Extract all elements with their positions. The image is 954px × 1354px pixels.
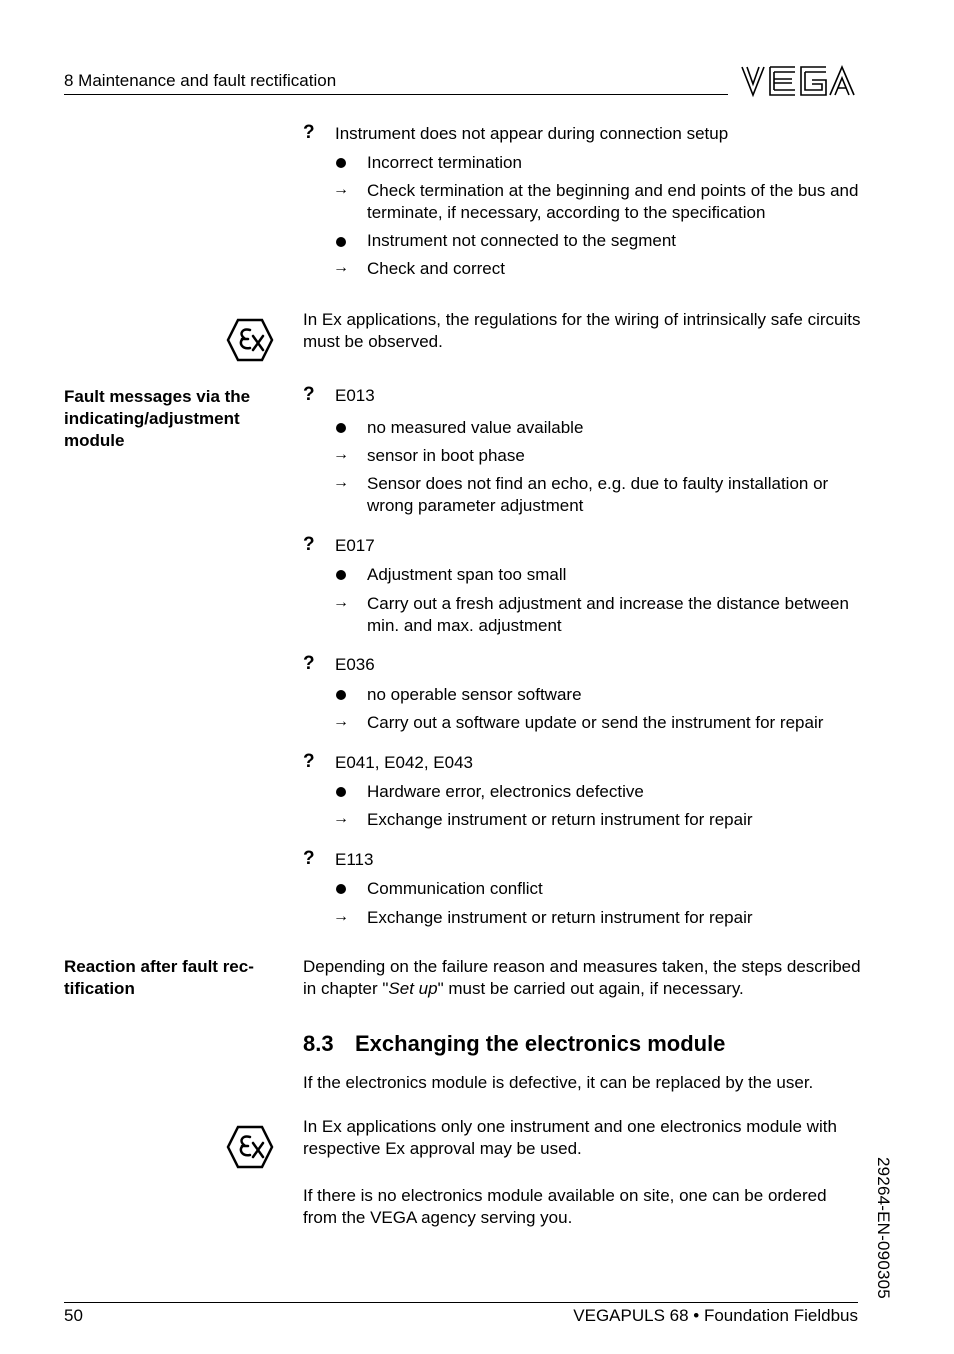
section-heading	[303, 1031, 725, 1057]
remedy-text: Exchange instrument or return instrument for repair	[367, 810, 753, 829]
document-id: 29264-EN-090305	[874, 1157, 893, 1299]
bullet-icon	[334, 155, 346, 167]
cause-text: Incorrect termination	[367, 153, 522, 172]
arrow-icon: →	[333, 713, 349, 730]
cause-text: Communication conflict	[367, 879, 543, 898]
header-rule	[64, 94, 728, 95]
page-number: 50	[64, 1306, 83, 1325]
reaction-text-before: Depending on the failure reason and measures taken, the steps described in chapter "	[303, 957, 861, 998]
cause-text: no measured value available	[367, 418, 584, 437]
question-mark-icon: ?	[303, 751, 315, 772]
reaction-paragraph	[303, 956, 863, 1000]
question-mark-icon: ?	[303, 848, 315, 869]
running-header: 8 Maintenance and fault rectification	[64, 71, 337, 90]
bullet-icon	[334, 567, 346, 579]
reaction-text-after: " must be carried out again, if necessary.	[437, 979, 744, 998]
bullet-icon	[334, 881, 346, 893]
bullet-icon	[334, 784, 346, 796]
fault-code: E041, E042, E043	[335, 753, 474, 772]
section-number: 8.3	[303, 1031, 334, 1056]
arrow-icon: →	[333, 446, 349, 463]
cause-text: Instrument not connected to the segment	[367, 231, 677, 250]
question-mark-icon: ?	[303, 653, 315, 674]
fault-code: E113	[335, 850, 374, 869]
order-note: If there is no electronics module available on site, one can be ordered from the VEGA agency serving you.	[303, 1186, 827, 1227]
remedy-text: Check and correct	[367, 259, 505, 278]
section-intro: If the electronics module is defective, it can be replaced by the user.	[303, 1073, 814, 1092]
fault-code: E017	[335, 536, 375, 555]
arrow-icon: →	[333, 908, 349, 925]
side-heading-reaction: Reaction after fault rec-tification	[64, 957, 254, 998]
bullet-icon	[334, 234, 346, 246]
arrow-icon: →	[333, 474, 349, 491]
arrow-icon: →	[333, 594, 349, 611]
remedy-text: Sensor does not find an echo, e.g. due to faulty installation or wrong parameter adjustment	[367, 474, 829, 515]
footer-rule	[64, 1302, 858, 1303]
side-heading-fault-messages: Fault messages via the indicating/adjustment module	[64, 387, 251, 450]
ex-note: In Ex applications only one instrument and one electronics module with respective Ex approval may be used.	[303, 1117, 837, 1158]
vega-logo	[740, 64, 858, 103]
remedy-text: Carry out a fresh adjustment and increase the distance between min. and max. adjustment	[367, 594, 849, 635]
section-title: Exchanging the electronics module	[355, 1031, 726, 1056]
ex-note: In Ex applications, the regulations for the wiring of intrinsically safe circuits must be observed.	[303, 310, 861, 351]
question-mark-icon: ?	[303, 534, 315, 555]
bullet-icon	[334, 420, 346, 432]
arrow-icon: →	[333, 810, 349, 827]
fault-code: E013	[335, 386, 375, 405]
question-mark-icon: ?	[303, 384, 315, 405]
ex-symbol-icon	[226, 1125, 274, 1174]
fault-code: E036	[335, 655, 375, 674]
arrow-icon: →	[333, 181, 349, 198]
remedy-text: Check termination at the beginning and end points of the bus and terminate, if necessary, according to the specification	[367, 181, 859, 222]
bullet-icon	[334, 687, 346, 699]
ex-symbol-icon	[226, 318, 274, 367]
question-mark-icon: ?	[303, 122, 315, 143]
arrow-icon: →	[333, 259, 349, 276]
cause-text: Hardware error, electronics defective	[367, 782, 644, 801]
product-name: VEGAPULS 68 • Foundation Fieldbus	[573, 1306, 858, 1325]
cause-text: Adjustment span too small	[367, 565, 567, 584]
question-text: Instrument does not appear during connection setup	[335, 124, 729, 143]
remedy-text: Carry out a software update or send the instrument for repair	[367, 713, 824, 732]
remedy-text: sensor in boot phase	[367, 446, 525, 465]
cause-text: no operable sensor software	[367, 685, 582, 704]
remedy-text: Exchange instrument or return instrument for repair	[367, 908, 753, 927]
chapter-reference: Set up	[388, 979, 438, 998]
